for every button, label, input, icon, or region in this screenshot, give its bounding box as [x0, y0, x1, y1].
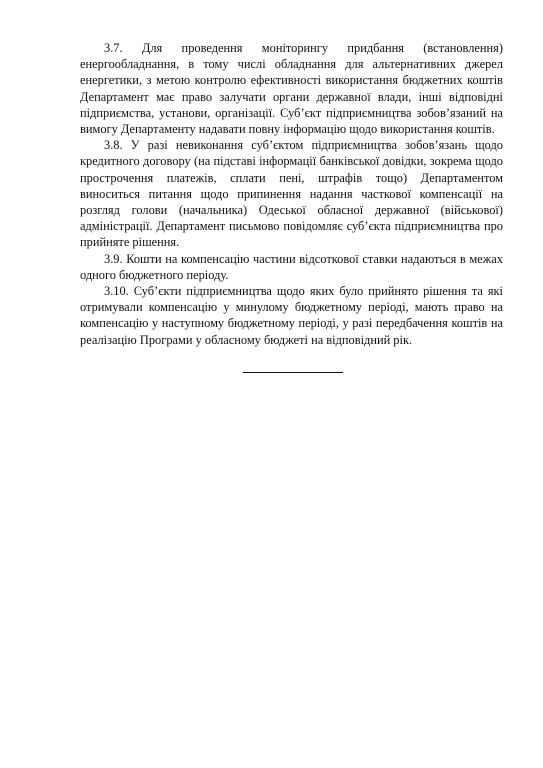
paragraph-3-9: 3.9. Кошти на компенсацію частини відсоткової ставки надаються в межах одного бюджетного періоду.: [80, 251, 503, 282]
paragraph-3-10: 3.10. Суб’єкти підприємництва щодо яких було прийнято рішення та які отримували компенсацію у минулому бюджетному періоді, мають право на компенсацію у наступному бюджетному періоді, у разі передбачення коштів на реалізацію Програми у обласному бюджеті на відповідний рік.: [80, 284, 503, 347]
document-body: [80, 40, 503, 348]
paragraph-3-8: 3.8. У разі невиконання суб’єктом підприємництва зобов’язань щодо кредитного договору (на підставі інформації банківської довідки, зокрема щодо прострочення платежів, сплати пені, штрафів тощо) Департаментом виноситься питання щодо припинення надання часткової компенсації на розгляд голови (начальника) Одеської обласної державної (військової) адміністрації. Департамент письмово повідомляє суб’єкта підприємництва про прийняте рішення.: [80, 138, 503, 250]
end-divider-line: [243, 372, 343, 373]
paragraph-3-7: 3.7. Для проведення моніторингу придбання (встановлення) енергообладнання, в тому числі обладнання для альтернативних джерел енергетики, з метою контролю ефективності використання бюджетних коштів Департамент має право залучати органи державної влади, інші відповідні підприємства, установи, організації. Суб’єкт підприємництва зобов’язаний на вимогу Департаменту надавати повну інформацію щодо використання коштів.: [80, 41, 503, 137]
